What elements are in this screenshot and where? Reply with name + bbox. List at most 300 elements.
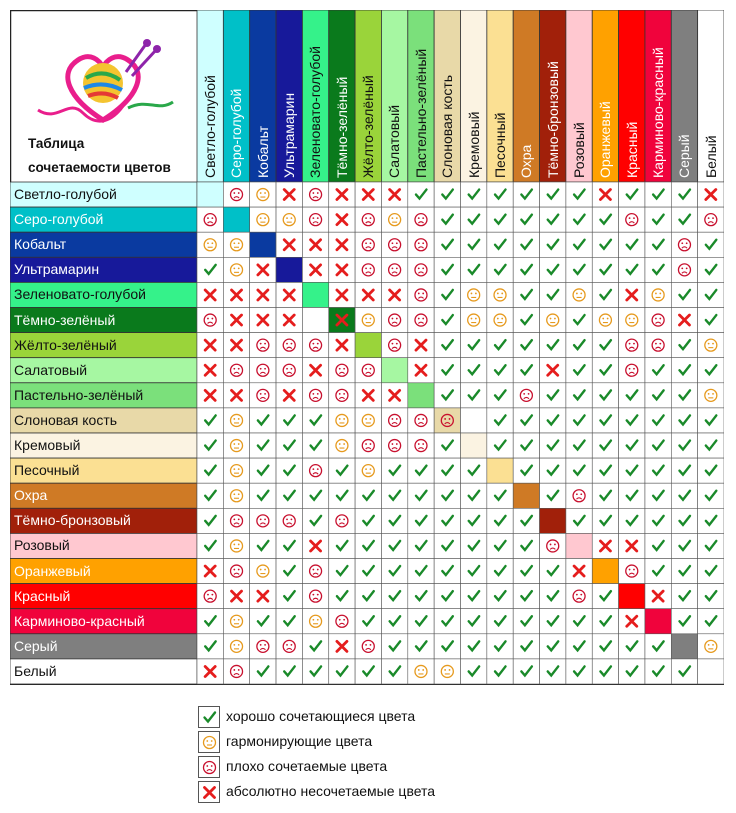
matrix-cell [355, 358, 381, 383]
matrix-cell [566, 358, 592, 383]
matrix-cell [223, 257, 249, 282]
matrix-cell [329, 508, 355, 533]
matrix-cell [513, 282, 539, 307]
matrix-cell [592, 257, 618, 282]
never-legend-icon [198, 781, 220, 803]
matrix-cell [329, 408, 355, 433]
matrix-cell [619, 383, 645, 408]
matrix-cell [671, 383, 697, 408]
row-label: Жёлто-зелёный [14, 336, 117, 353]
matrix-cell [671, 508, 697, 533]
matrix-cell [540, 207, 566, 232]
matrix-cell [329, 584, 355, 609]
matrix-cell [540, 508, 566, 533]
column-label: Жёлто-зелёный [360, 75, 377, 178]
matrix-cell [408, 508, 434, 533]
matrix-cell [566, 232, 592, 257]
row-label: Ультрамарин [14, 261, 100, 278]
legend-label: абсолютно несочетаемые цвета [226, 783, 436, 799]
matrix-cell [461, 408, 487, 433]
matrix-cell [540, 182, 566, 207]
row-label: Красный [14, 587, 71, 604]
column-label: Тёмно-зелёный [333, 76, 350, 178]
matrix-cell [355, 483, 381, 508]
bad-legend-icon [198, 756, 220, 778]
matrix-cell [355, 508, 381, 533]
matrix-cell [592, 383, 618, 408]
column-label: Карминово-красный [649, 47, 666, 178]
matrix-cell [197, 182, 223, 207]
matrix-cell [540, 559, 566, 584]
matrix-cell [513, 333, 539, 358]
matrix-cell [223, 634, 249, 659]
matrix-cell [487, 207, 513, 232]
matrix-cell [250, 182, 276, 207]
matrix-cell [619, 659, 645, 684]
matrix-cell [487, 508, 513, 533]
matrix-cell [619, 207, 645, 232]
matrix-cell [434, 559, 460, 584]
matrix-cell [223, 433, 249, 458]
matrix-cell [329, 483, 355, 508]
matrix-cell [276, 358, 302, 383]
matrix-cell [302, 433, 328, 458]
matrix-cell [329, 533, 355, 558]
matrix-cell [223, 609, 249, 634]
column-label: Кобальт [254, 125, 271, 178]
matrix-cell [434, 308, 460, 333]
matrix-cell [671, 634, 697, 659]
matrix-cell [540, 584, 566, 609]
matrix-cell [381, 533, 407, 558]
matrix-cell [223, 533, 249, 558]
matrix-cell [276, 408, 302, 433]
matrix-cell [434, 508, 460, 533]
row-label: Кремовый [14, 437, 81, 453]
matrix-cell [461, 182, 487, 207]
matrix-cell [408, 232, 434, 257]
row-label: Пастельно-зелёный [14, 386, 144, 403]
matrix-cell [671, 257, 697, 282]
matrix-cell [513, 257, 539, 282]
matrix-cell [329, 609, 355, 634]
matrix-cell [302, 333, 328, 358]
row-label: Кобальт [14, 236, 67, 253]
matrix-cell [408, 308, 434, 333]
legend-label: гармонирующие цвета [226, 733, 373, 749]
column-label: Охра [518, 144, 535, 178]
matrix-cell [461, 508, 487, 533]
table-title-line1: Таблица [28, 136, 85, 151]
matrix-cell [592, 508, 618, 533]
matrix-cell [566, 584, 592, 609]
matrix-cell [619, 358, 645, 383]
legend-item-never [198, 781, 518, 805]
matrix-cell [302, 483, 328, 508]
matrix-cell [671, 533, 697, 558]
matrix-cell [197, 232, 223, 257]
matrix-cell [355, 559, 381, 584]
matrix-cell [197, 533, 223, 558]
matrix-cell [276, 433, 302, 458]
matrix-cell [513, 433, 539, 458]
matrix-cell [540, 333, 566, 358]
matrix-cell [197, 257, 223, 282]
column-label: Ультрамарин [281, 92, 298, 178]
matrix-cell [434, 483, 460, 508]
row-label: Белый [14, 662, 57, 679]
matrix-cell [540, 433, 566, 458]
matrix-cell [513, 584, 539, 609]
row-label: Карминово-красный [14, 612, 145, 629]
matrix-cell [671, 458, 697, 483]
matrix-cell [434, 584, 460, 609]
matrix-cell [513, 383, 539, 408]
matrix-cell [566, 433, 592, 458]
matrix-cell [302, 383, 328, 408]
matrix-cell [513, 483, 539, 508]
matrix-cell [566, 308, 592, 333]
matrix-cell [671, 232, 697, 257]
matrix-cell [434, 182, 460, 207]
column-label: Зеленовато-голубой [307, 46, 324, 178]
matrix-cell [250, 458, 276, 483]
matrix-cell [487, 433, 513, 458]
matrix-cell [355, 584, 381, 609]
matrix-cell [513, 308, 539, 333]
matrix-cell [461, 207, 487, 232]
matrix-cell [645, 207, 671, 232]
matrix-cell [250, 508, 276, 533]
matrix-cell [513, 458, 539, 483]
matrix-cell [461, 232, 487, 257]
matrix-cell [566, 207, 592, 232]
matrix-cell [302, 308, 328, 333]
matrix-cell [566, 659, 592, 684]
matrix-cell [487, 609, 513, 634]
matrix-cell [671, 609, 697, 634]
matrix-cell [566, 282, 592, 307]
matrix-cell [276, 634, 302, 659]
matrix-cell [250, 609, 276, 634]
matrix-cell [540, 483, 566, 508]
matrix-cell [223, 458, 249, 483]
matrix-cell [329, 383, 355, 408]
matrix-cell [487, 634, 513, 659]
matrix-cell [487, 333, 513, 358]
matrix-cell [355, 659, 381, 684]
matrix-cell [329, 458, 355, 483]
matrix-cell [381, 659, 407, 684]
column-label: Белый [702, 135, 719, 178]
matrix-cell [302, 508, 328, 533]
legend-label: хорошо сочетающиеся цвета [226, 708, 416, 724]
matrix-cell [223, 408, 249, 433]
matrix-cell [592, 458, 618, 483]
matrix-cell [250, 333, 276, 358]
matrix-cell [408, 433, 434, 458]
matrix-cell [355, 533, 381, 558]
matrix-cell [487, 533, 513, 558]
row-label: Охра [14, 487, 48, 504]
matrix-cell [698, 659, 724, 684]
matrix-cell [408, 182, 434, 207]
matrix-cell [461, 308, 487, 333]
column-label: Салатовый [386, 104, 403, 178]
matrix-cell [381, 634, 407, 659]
matrix-cell [408, 609, 434, 634]
matrix-cell [197, 634, 223, 659]
matrix-cell [513, 182, 539, 207]
matrix-cell [645, 483, 671, 508]
matrix-cell [698, 308, 724, 333]
matrix-cell [487, 383, 513, 408]
matrix-cell [592, 282, 618, 307]
matrix-cell [223, 483, 249, 508]
matrix-cell [355, 433, 381, 458]
matrix-cell [540, 634, 566, 659]
matrix-cell [461, 433, 487, 458]
matrix-cell [223, 508, 249, 533]
matrix-cell [434, 358, 460, 383]
matrix-cell [592, 559, 618, 584]
matrix-cell [513, 659, 539, 684]
matrix-cell [250, 408, 276, 433]
matrix-cell [671, 433, 697, 458]
matrix-cell [461, 282, 487, 307]
matrix-cell [434, 257, 460, 282]
matrix-cell [592, 483, 618, 508]
matrix-cell [250, 533, 276, 558]
matrix-cell [381, 408, 407, 433]
matrix-cell [487, 257, 513, 282]
matrix-cell [197, 433, 223, 458]
matrix-cell [671, 207, 697, 232]
matrix-cell [302, 659, 328, 684]
matrix-cell [619, 508, 645, 533]
matrix-cell [645, 659, 671, 684]
matrix-cell [461, 533, 487, 558]
matrix-cell [592, 408, 618, 433]
matrix-cell [408, 408, 434, 433]
matrix-cell [566, 508, 592, 533]
matrix-cell [197, 584, 223, 609]
matrix-cell [619, 584, 645, 609]
matrix-cell [671, 408, 697, 433]
matrix-cell [276, 609, 302, 634]
matrix-cell [698, 232, 724, 257]
matrix-cell [276, 584, 302, 609]
matrix-cell [276, 483, 302, 508]
matrix-cell [461, 333, 487, 358]
matrix-cell [276, 333, 302, 358]
matrix-cell [276, 508, 302, 533]
matrix-cell [645, 232, 671, 257]
column-label: Песочный [491, 112, 508, 178]
matrix-cell [355, 207, 381, 232]
matrix-cell [619, 257, 645, 282]
matrix-cell [513, 358, 539, 383]
matrix-cell [355, 408, 381, 433]
matrix-cell [250, 559, 276, 584]
matrix-cell [645, 282, 671, 307]
matrix-cell [223, 358, 249, 383]
matrix-cell [566, 634, 592, 659]
matrix-cell [487, 182, 513, 207]
matrix-cell [592, 433, 618, 458]
matrix-cell [698, 458, 724, 483]
column-label: Серо-голубой [228, 88, 245, 178]
table-title-line2: сочетаемости цветов [28, 160, 171, 175]
column-label: Розовый [570, 122, 587, 178]
matrix-cell [592, 232, 618, 257]
matrix-cell [355, 232, 381, 257]
matrix-cell [487, 232, 513, 257]
matrix-cell [302, 207, 328, 232]
matrix-cell [223, 659, 249, 684]
matrix-cell [671, 584, 697, 609]
matrix-cell [698, 634, 724, 659]
matrix-cell [487, 559, 513, 584]
matrix-cell [223, 232, 249, 257]
matrix-cell [645, 308, 671, 333]
matrix-cell [487, 282, 513, 307]
matrix-cell [645, 433, 671, 458]
matrix-cell [671, 282, 697, 307]
matrix-cell [566, 609, 592, 634]
matrix-cell [408, 282, 434, 307]
matrix-cell [434, 533, 460, 558]
matrix-cell [461, 358, 487, 383]
matrix-cell [381, 458, 407, 483]
matrix-cell [566, 483, 592, 508]
row-label: Салатовый [14, 361, 88, 378]
matrix-cell [592, 609, 618, 634]
matrix-cell [381, 433, 407, 458]
matrix-cell [355, 458, 381, 483]
row-label: Серый [14, 637, 58, 654]
matrix-cell [408, 257, 434, 282]
matrix-cell [540, 383, 566, 408]
matrix-cell [698, 584, 724, 609]
matrix-cell [619, 483, 645, 508]
legend-label: плохо сочетаемые цвета [226, 758, 388, 774]
matrix-cell [461, 584, 487, 609]
matrix-cell [355, 333, 381, 358]
matrix-cell [566, 383, 592, 408]
matrix-cell [276, 257, 302, 282]
matrix-cell [381, 483, 407, 508]
matrix-cell [487, 458, 513, 483]
matrix-cell [592, 308, 618, 333]
matrix-cell [671, 559, 697, 584]
matrix-cell [487, 584, 513, 609]
matrix-cell [566, 182, 592, 207]
matrix-cell [381, 609, 407, 634]
matrix-cell [487, 659, 513, 684]
matrix-cell [434, 433, 460, 458]
matrix-cell [302, 408, 328, 433]
matrix-cell [250, 483, 276, 508]
matrix-cell [197, 609, 223, 634]
matrix-cell [698, 383, 724, 408]
matrix-cell [619, 634, 645, 659]
matrix-cell [645, 458, 671, 483]
matrix-cell [197, 408, 223, 433]
matrix-cell [513, 559, 539, 584]
matrix-cell [276, 533, 302, 558]
matrix-cell [540, 458, 566, 483]
column-label: Пастельно-зелёный [412, 48, 429, 178]
matrix-cell [461, 383, 487, 408]
matrix-cell [302, 634, 328, 659]
matrix-cell [461, 659, 487, 684]
matrix-cell [381, 232, 407, 257]
matrix-cell [592, 207, 618, 232]
matrix-cell [540, 609, 566, 634]
matrix-cell [513, 508, 539, 533]
matrix-cell [276, 207, 302, 232]
matrix-cell [197, 458, 223, 483]
matrix-cell [671, 182, 697, 207]
matrix-cell [381, 333, 407, 358]
matrix-cell [671, 483, 697, 508]
matrix-cell [197, 207, 223, 232]
matrix-cell [250, 634, 276, 659]
matrix-cell [302, 584, 328, 609]
matrix-cell [434, 634, 460, 659]
matrix-cell [566, 533, 592, 558]
matrix-cell [566, 333, 592, 358]
matrix-cell [698, 559, 724, 584]
matrix-cell [645, 333, 671, 358]
matrix-cell [408, 559, 434, 584]
matrix-cell [645, 609, 671, 634]
matrix-cell [513, 207, 539, 232]
matrix-cell [645, 182, 671, 207]
matrix-cell [619, 308, 645, 333]
matrix-cell [619, 559, 645, 584]
row-label: Тёмно-бронзовый [14, 512, 131, 529]
column-label: Оранжевый [597, 101, 614, 178]
matrix-cell [487, 483, 513, 508]
matrix-cell [329, 433, 355, 458]
matrix-cell [645, 408, 671, 433]
matrix-cell [540, 533, 566, 558]
column-label: Красный [623, 121, 640, 178]
matrix-cell [381, 257, 407, 282]
matrix-cell [434, 333, 460, 358]
matrix-cell [592, 333, 618, 358]
matrix-cell [434, 232, 460, 257]
matrix-cell [434, 659, 460, 684]
matrix-cell [381, 358, 407, 383]
matrix-cell [223, 207, 249, 232]
matrix-cell [592, 634, 618, 659]
matrix-cell [540, 282, 566, 307]
matrix-cell [671, 358, 697, 383]
matrix-cell [513, 232, 539, 257]
matrix-cell [408, 383, 434, 408]
logo [28, 38, 178, 128]
matrix-cell [408, 533, 434, 558]
row-label: Зеленовато-голубой [14, 286, 146, 303]
matrix-cell [434, 383, 460, 408]
matrix-cell [671, 333, 697, 358]
matrix-cell [698, 483, 724, 508]
matrix-cell [355, 609, 381, 634]
matrix-cell [487, 308, 513, 333]
